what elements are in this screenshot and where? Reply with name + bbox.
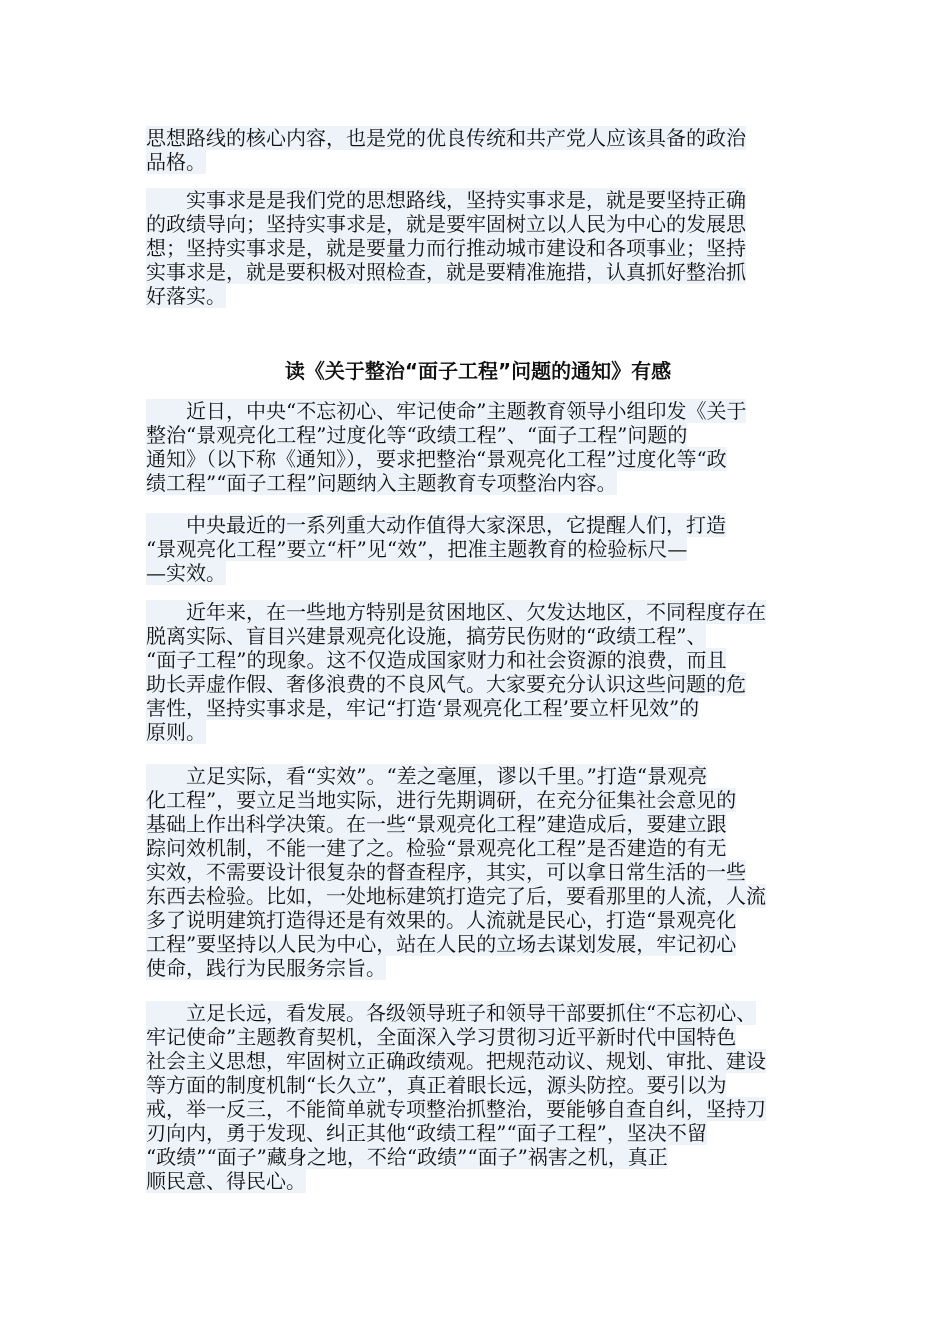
text-line: 实事求是是我们党的思想路线，坚持实事求是，就是要坚持正确 bbox=[146, 188, 746, 212]
text-line: 基础上作出科学决策。在一些“景观亮化工程”建造成后，要建立跟 bbox=[146, 812, 727, 836]
text-line: 思想路线的核心内容，也是党的优良传统和共产党人应该具备的政治 bbox=[146, 126, 746, 150]
paragraph-5 bbox=[146, 764, 810, 980]
paragraph-3 bbox=[146, 513, 810, 585]
text-line: 多了说明建筑打造得还是有效果的。人流就是民心，打造“景观亮化 bbox=[146, 908, 737, 932]
text-line: 立足实际，看“实效”。“差之毫厘，谬以千里。”打造“景观亮 bbox=[146, 764, 708, 788]
paragraph-1 bbox=[146, 188, 810, 308]
text-line: 品格。 bbox=[146, 150, 206, 174]
text-line: 绩工程”“面子工程”问题纳入主题教育专项整治内容。 bbox=[146, 471, 617, 495]
text-line: 近日，中央“不忘初心、牢记使命”主题教育领导小组印发《关于 bbox=[146, 399, 747, 423]
text-line: 牢记使命”主题教育契机，全面深入学习贯彻习近平新时代中国特色 bbox=[146, 1025, 737, 1049]
text-line: 近年来，在一些地方特别是贫困地区、欠发达地区，不同程度存在 bbox=[146, 600, 766, 624]
paragraph-4 bbox=[146, 600, 810, 744]
text-line: 脱离实际、盲目兴建景观亮化设施，搞劳民伤财的“政绩工程”、 bbox=[146, 624, 707, 648]
text-line: 实事求是，就是要积极对照检查，就是要精准施措，认真抓好整治抓 bbox=[146, 260, 746, 284]
text-line: 顺民意、得民心。 bbox=[146, 1169, 306, 1193]
text-line: 原则。 bbox=[146, 720, 206, 744]
text-line: 等方面的制度机制“长久立”，真正着眼长远，源头防控。要引以为 bbox=[146, 1073, 727, 1097]
intro-paragraph bbox=[146, 126, 810, 174]
text-line: 中央最近的一系列重大动作值得大家深思，它提醒人们，打造 bbox=[146, 513, 726, 537]
text-line: 的政绩导向；坚持实事求是，就是要牢固树立以人民为中心的发展思 bbox=[146, 212, 746, 236]
text-line: 戒，举一反三，不能简单就专项整治抓整治，要能够自查自纠，坚持刀 bbox=[146, 1097, 766, 1121]
text-line: 社会主义思想，牢固树立正确政绩观。把规范动议、规划、审批、建设 bbox=[146, 1049, 766, 1073]
text-line: 工程”要坚持以人民为中心，站在人民的立场去谋划发展，牢记初心 bbox=[146, 932, 737, 956]
text-line: 好落实。 bbox=[146, 284, 226, 308]
paragraph-2 bbox=[146, 399, 810, 495]
text-line: 化工程”，要立足当地实际，进行先期调研，在充分征集社会意见的 bbox=[146, 788, 737, 812]
text-line: 使命，践行为民服务宗旨。 bbox=[146, 956, 386, 980]
text-line: 通知》（以下称《通知》），要求把整治“景观亮化工程”过度化等“政 bbox=[146, 447, 727, 471]
text-line: 立足长远，看发展。各级领导班子和领导干部要抓住“不忘初心、 bbox=[146, 1001, 757, 1025]
text-line: 东西去检验。比如，一处地标建筑打造完了后，要看那里的人流，人流 bbox=[146, 884, 766, 908]
text-line: 踪问效机制，不能一建了之。检验“景观亮化工程”是否建造的有无 bbox=[146, 836, 727, 860]
paragraph-6 bbox=[146, 1001, 810, 1193]
text-line: “景观亮化工程”要立“杆”见“效”，把准主题教育的检验标尺— bbox=[146, 537, 688, 561]
text-line: 刃向内，勇于发现、纠正其他“政绩工程”“面子工程”，坚决不留 bbox=[146, 1121, 707, 1145]
text-line: “政绩”“面子”藏身之地，不给“政绩”“面子”祸害之机，真正 bbox=[146, 1145, 668, 1169]
text-line: 实效，不需要设计很复杂的督查程序，其实，可以拿日常生活的一些 bbox=[146, 860, 746, 884]
article-title: 读《关于整治“面子工程”问题的通知》有感 bbox=[284, 359, 672, 383]
text-line: “面子工程”的现象。这不仅造成国家财力和社会资源的浪费，而且 bbox=[146, 648, 727, 672]
text-line: 整治“景观亮化工程”过度化等“政绩工程”、“面子工程”问题的 bbox=[146, 423, 688, 447]
text-line: 害性，坚持实事求是，牢记“打造‘景观亮化工程’要立杆见效”的 bbox=[146, 696, 700, 720]
text-line: 助长弄虚作假、奢侈浪费的不良风气。大家要充分认识这些问题的危 bbox=[146, 672, 746, 696]
text-line: —实效。 bbox=[146, 561, 226, 585]
text-line: 想；坚持实事求是，就是要量力而行推动城市建设和各项事业；坚持 bbox=[146, 236, 746, 260]
